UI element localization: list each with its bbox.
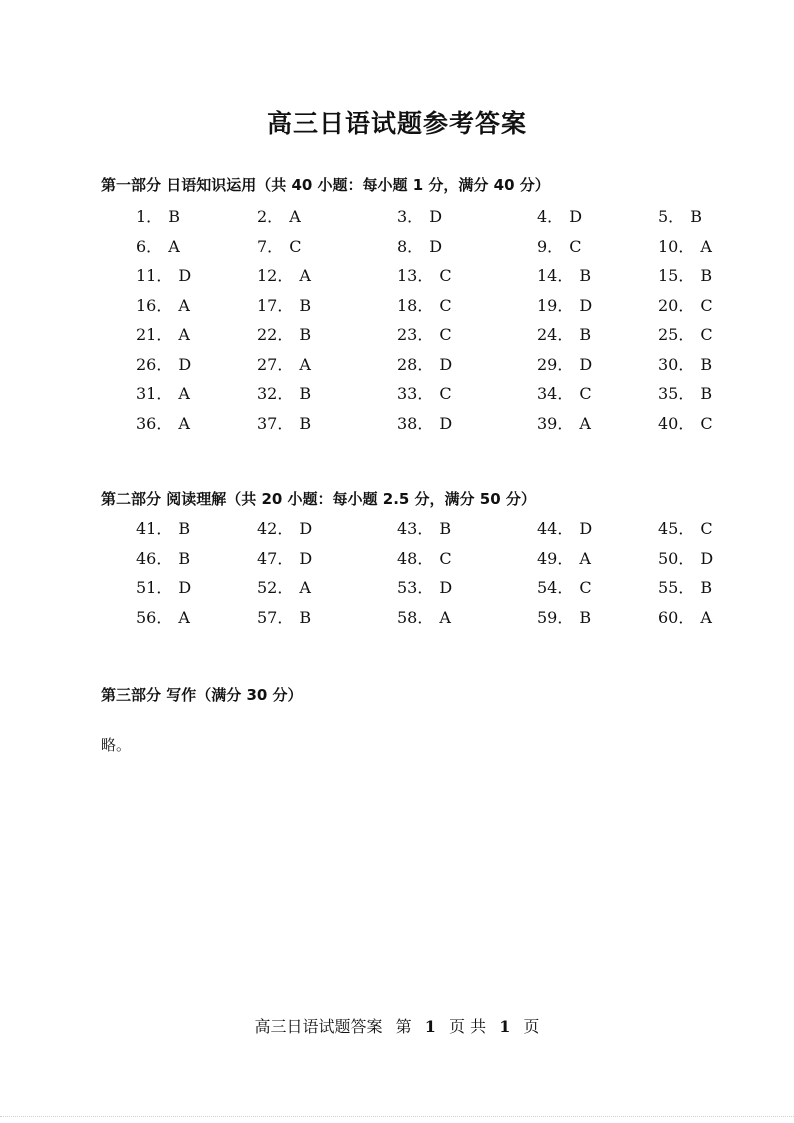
footer-page-number: 1 xyxy=(424,1017,436,1036)
answer-letter: B xyxy=(178,548,191,568)
answer-letter: B xyxy=(579,266,592,285)
question-number: 11． xyxy=(136,266,173,285)
question-number: 23． xyxy=(397,325,434,344)
answer-item xyxy=(397,546,452,569)
answer-letter: D xyxy=(429,236,443,256)
answer-item xyxy=(537,381,592,404)
answer-item xyxy=(257,575,311,598)
question-number: 16． xyxy=(136,295,173,315)
question-number: 57． xyxy=(257,607,294,627)
question-number: 49． xyxy=(537,548,574,568)
writing-answer-omitted: 略。 xyxy=(101,736,132,754)
question-number: 44． xyxy=(537,519,574,538)
answer-letter: D xyxy=(178,266,192,285)
answer-letter: D xyxy=(700,548,714,568)
question-number: 48． xyxy=(397,548,434,568)
answer-letter: A xyxy=(579,413,591,433)
question-number: 7． xyxy=(257,236,284,256)
footer-page-total: 1 xyxy=(499,1017,511,1036)
question-number: 26． xyxy=(136,354,173,374)
answer-letter: C xyxy=(700,325,713,344)
answer-letter: D xyxy=(299,519,313,538)
answer-item xyxy=(658,546,713,569)
answer-item xyxy=(257,411,311,434)
answer-letter: A xyxy=(299,266,311,285)
answer-letter: D xyxy=(579,354,593,374)
answer-letter: B xyxy=(700,266,713,285)
answer-letter: B xyxy=(178,519,191,538)
question-number: 15． xyxy=(658,266,695,285)
answer-item xyxy=(257,322,311,345)
page-title: 高三日语试题参考答案 xyxy=(266,109,527,138)
question-number: 38． xyxy=(397,413,434,433)
answer-item xyxy=(136,516,190,539)
answer-letter: B xyxy=(299,413,312,433)
answer-item xyxy=(257,605,311,628)
question-number: 10． xyxy=(658,236,695,256)
question-number: 32． xyxy=(257,384,294,403)
answer-item xyxy=(136,381,190,404)
footer-doc-title: 高三日语试题答案 xyxy=(254,1017,383,1036)
question-number: 58． xyxy=(397,607,434,627)
answer-item xyxy=(537,352,592,375)
question-number: 30． xyxy=(658,354,695,374)
answer-letter: A xyxy=(168,236,180,256)
answer-row xyxy=(0,352,794,382)
answer-letter: A xyxy=(299,354,311,374)
answer-item xyxy=(397,516,451,539)
question-number: 12． xyxy=(257,266,294,285)
answer-item xyxy=(136,293,190,316)
question-number: 36． xyxy=(136,413,173,433)
answer-letter: B xyxy=(299,295,312,315)
answer-letter: A xyxy=(178,295,190,315)
answer-letter: C xyxy=(289,236,302,256)
answer-letter: B xyxy=(299,607,312,627)
answer-item xyxy=(537,204,582,227)
question-number: 60． xyxy=(658,607,695,627)
answer-letter: C xyxy=(439,548,452,568)
answer-letter: B xyxy=(439,519,452,538)
answer-letter: B xyxy=(700,354,713,374)
answer-item xyxy=(397,234,442,257)
answer-letter: D xyxy=(569,207,583,226)
answer-letter: D xyxy=(178,354,192,374)
answer-letter: C xyxy=(439,295,452,315)
answer-letter: D xyxy=(579,295,593,315)
question-number: 1． xyxy=(136,207,163,226)
answer-item xyxy=(257,516,312,539)
question-number: 22． xyxy=(257,325,294,344)
answer-row xyxy=(0,322,794,352)
answer-letter: B xyxy=(690,207,702,226)
answer-letter: C xyxy=(700,413,713,433)
answer-item xyxy=(136,575,191,598)
question-number: 28． xyxy=(397,354,434,374)
answer-item xyxy=(537,293,592,316)
question-number: 13． xyxy=(397,266,434,285)
answer-item xyxy=(136,322,190,345)
question-number: 39． xyxy=(537,413,574,433)
answer-item xyxy=(658,605,712,628)
answer-item xyxy=(658,293,713,316)
answer-letter: B xyxy=(299,384,312,403)
answer-item xyxy=(658,575,712,598)
answer-item xyxy=(397,322,452,345)
answer-item xyxy=(537,516,592,539)
answer-item xyxy=(257,204,301,227)
section-heading-part-one: 第一部分 日语知识运用（共 40 小题：每小题 1 分，满分 40 分） xyxy=(101,176,550,194)
footer-page-prefix: 第 xyxy=(395,1017,412,1036)
answer-row xyxy=(0,381,794,411)
question-number: 3． xyxy=(397,207,424,226)
answer-letter: D xyxy=(579,519,593,538)
question-number: 51． xyxy=(136,578,173,597)
answer-letter: D xyxy=(299,548,313,568)
answer-letter: A xyxy=(178,607,190,627)
question-number: 53． xyxy=(397,578,434,597)
question-number: 55． xyxy=(658,578,695,597)
question-number: 45． xyxy=(658,519,695,538)
question-number: 46． xyxy=(136,548,173,568)
question-number: 56． xyxy=(136,607,173,627)
question-number: 41． xyxy=(136,519,173,538)
question-number: 31． xyxy=(136,384,173,403)
answer-item xyxy=(658,516,713,539)
answer-letter: A xyxy=(178,413,190,433)
footer-page-mid: 页 共 xyxy=(449,1017,487,1036)
answer-row xyxy=(0,546,794,576)
answer-item xyxy=(397,381,452,404)
answer-item xyxy=(257,234,301,257)
question-number: 24． xyxy=(537,325,574,344)
answer-item xyxy=(658,411,713,434)
question-number: 8． xyxy=(397,236,424,256)
answer-item xyxy=(136,352,191,375)
question-number: 34． xyxy=(537,384,574,403)
answer-item xyxy=(537,605,591,628)
answer-row xyxy=(0,605,794,635)
question-number: 37． xyxy=(257,413,294,433)
answer-row xyxy=(0,263,794,293)
answer-letter: B xyxy=(579,607,592,627)
answer-letter: D xyxy=(429,207,443,226)
answer-row xyxy=(0,234,794,264)
answer-letter: A xyxy=(700,607,712,627)
answer-item xyxy=(136,263,191,286)
answer-item xyxy=(658,234,712,257)
answer-item xyxy=(537,546,591,569)
answer-item xyxy=(537,263,591,286)
answer-item xyxy=(397,605,451,628)
answer-item xyxy=(136,546,190,569)
question-number: 9． xyxy=(537,236,564,256)
question-number: 47． xyxy=(257,548,294,568)
question-number: 25． xyxy=(658,325,695,344)
question-number: 42． xyxy=(257,519,294,538)
answer-item xyxy=(136,605,190,628)
question-number: 20． xyxy=(658,295,695,315)
answer-item xyxy=(397,352,452,375)
answer-item xyxy=(257,293,311,316)
answer-item xyxy=(658,263,712,286)
answer-letter: B xyxy=(168,207,180,226)
question-number: 2． xyxy=(257,207,284,226)
answer-letter: C xyxy=(700,519,713,538)
answer-letter: B xyxy=(700,578,713,597)
answer-row xyxy=(0,411,794,441)
question-number: 54． xyxy=(537,578,574,597)
question-number: 43． xyxy=(397,519,434,538)
question-number: 4． xyxy=(537,207,564,226)
answer-item xyxy=(658,322,713,345)
section-heading-part-two: 第二部分 阅读理解（共 20 小题：每小题 2.5 分，满分 50 分） xyxy=(101,490,536,508)
answer-letter: C xyxy=(439,325,452,344)
page-footer xyxy=(0,1014,794,1037)
question-number: 21． xyxy=(136,325,173,344)
question-number: 18． xyxy=(397,295,434,315)
answer-grid-part-one xyxy=(0,204,794,440)
answer-letter: D xyxy=(439,413,453,433)
answer-item xyxy=(537,575,592,598)
question-number: 50． xyxy=(658,548,695,568)
answer-item xyxy=(397,411,452,434)
answer-letter: B xyxy=(579,325,592,344)
answer-item xyxy=(257,381,311,404)
answer-letter: A xyxy=(579,548,591,568)
answer-item xyxy=(658,204,702,227)
question-number: 40． xyxy=(658,413,695,433)
question-number: 52． xyxy=(257,578,294,597)
question-number: 29． xyxy=(537,354,574,374)
answer-item xyxy=(658,352,712,375)
answer-letter: C xyxy=(700,295,713,315)
question-number: 35． xyxy=(658,384,695,403)
question-number: 59． xyxy=(537,607,574,627)
answer-item xyxy=(537,322,591,345)
answer-letter: A xyxy=(178,325,190,344)
answer-item xyxy=(136,234,180,257)
answer-letter: C xyxy=(439,266,452,285)
answer-item xyxy=(658,381,712,404)
answer-item xyxy=(397,204,442,227)
answer-letter: C xyxy=(569,236,582,256)
answer-row xyxy=(0,204,794,234)
answer-item xyxy=(257,352,311,375)
answer-item xyxy=(257,263,311,286)
answer-grid-part-two xyxy=(0,516,794,634)
answer-item xyxy=(257,546,312,569)
answer-letter: A xyxy=(178,384,190,403)
answer-item xyxy=(136,204,180,227)
answer-letter: C xyxy=(579,578,592,597)
answer-row xyxy=(0,516,794,546)
answer-item xyxy=(537,411,591,434)
answer-letter: A xyxy=(439,607,451,627)
question-number: 17． xyxy=(257,295,294,315)
answer-row xyxy=(0,575,794,605)
page-bottom-border xyxy=(0,1116,794,1117)
section-heading-part-three: 第三部分 写作（满分 30 分） xyxy=(101,686,303,704)
question-number: 19． xyxy=(537,295,574,315)
answer-letter: D xyxy=(439,578,453,597)
answer-item xyxy=(136,411,190,434)
answer-letter: C xyxy=(579,384,592,403)
footer-page-suffix: 页 xyxy=(523,1017,540,1036)
answer-item xyxy=(397,575,452,598)
answer-letter: A xyxy=(700,236,712,256)
answer-letter: B xyxy=(700,384,713,403)
answer-letter: B xyxy=(299,325,312,344)
answer-letter: D xyxy=(178,578,192,597)
answer-item xyxy=(537,234,581,257)
question-number: 33． xyxy=(397,384,434,403)
answer-letter: A xyxy=(299,578,311,597)
question-number: 6． xyxy=(136,236,163,256)
question-number: 5． xyxy=(658,207,685,226)
answer-letter: C xyxy=(439,384,452,403)
question-number: 27． xyxy=(257,354,294,374)
question-number: 14． xyxy=(537,266,574,285)
answer-item xyxy=(397,293,452,316)
answer-letter: D xyxy=(439,354,453,374)
answer-letter: A xyxy=(289,207,301,226)
answer-item xyxy=(397,263,452,286)
answer-row xyxy=(0,293,794,323)
